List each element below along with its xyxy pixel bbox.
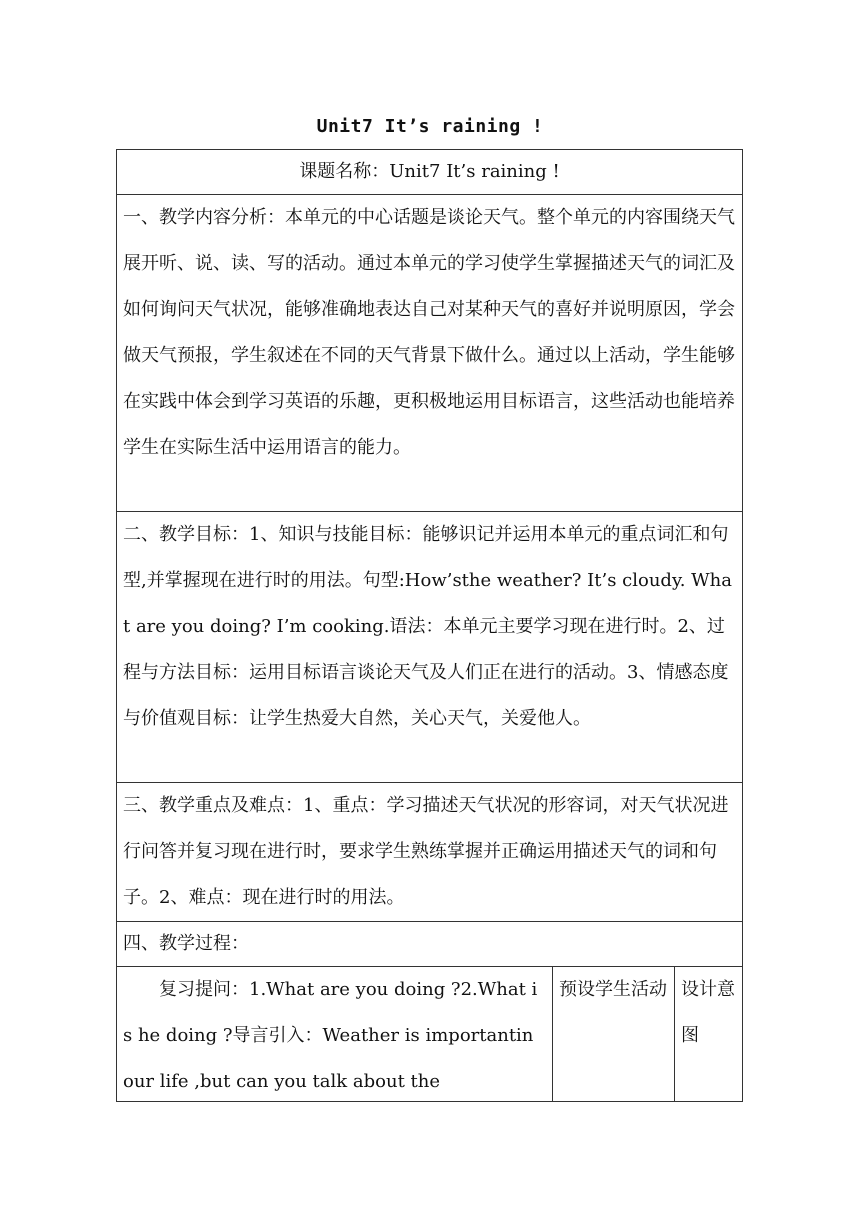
key-points-row [117,783,743,922]
student-activity-header: 预设学生活动 [559,979,667,1000]
teaching-goals-text: 二、教学目标：1、知识与技能目标：能够识记并运用本单元的重点词汇和句型,并掌握现在进行时的用法。句型:How’sthe weather? It’s cloudy. What are you doing? I’m cooking.语法：本单元主要学习现在进行时。2、过程与方法目标：运用目标语言谈论天气及人们正在进行的活动。3、情感态度与价值观目标：让学生热爱大自然，关心天气，关爱他人。 [123,524,732,729]
process-heading: 四、教学过程： [123,933,249,954]
lesson-plan-table [116,149,743,1102]
course-name-row [117,150,743,195]
process-detail-row [117,967,743,1102]
course-name: 课题名称：Unit7 It’s raining ! [299,161,560,182]
teaching-goals-row [117,512,743,783]
page-title: Unit7 It’s raining ! [316,116,544,137]
design-intent-header: 设计意图 [681,979,735,1046]
key-points-text: 三、教学重点及难点：1、重点：学习描述天气状况的形容词，对天气状况进行问答并复习现在进行时，要求学生熟练掌握并正确运用描述天气的词和句子。2、难点：现在进行时的用法。 [123,795,729,908]
process-main-text: 复习提问：1.What are you doing ?2.What is he doing ?导言引入：Weather is importantin our life ,but can you talk about the [123,979,538,1092]
content-analysis-text: 一、教学内容分析：本单元的中心话题是谈论天气。整个单元的内容围绕天气展开听、说、读、写的活动。通过本单元的学习使学生掌握描述天气的词汇及如何询问天气状况，能够准确地表达自己对某种天气的喜好并说明原因，学会做天气预报，学生叙述在不同的天气背景下做什么。通过以上活动，学生能够在实践中体会到学习英语的乐趣，更积极地运用目标语言，这些活动也能培养学生在实际生活中运用语言的能力。 [123,207,735,458]
content-analysis-row [117,195,743,512]
process-heading-row [117,922,743,967]
